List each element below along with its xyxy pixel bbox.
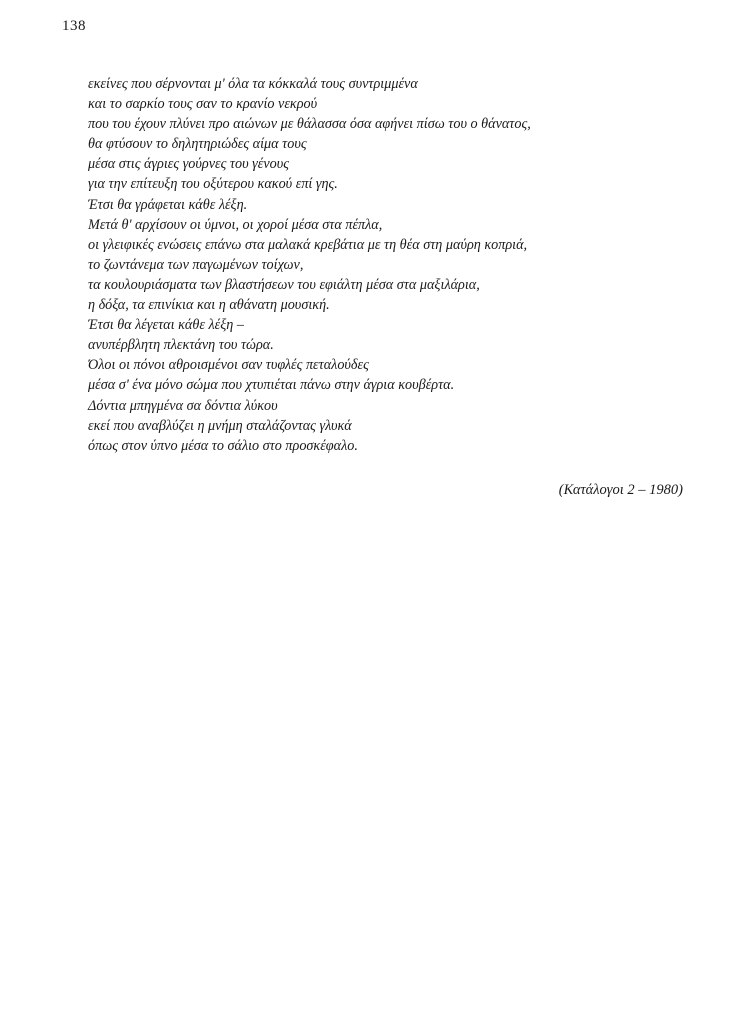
poem-line: ανυπέρβλητη πλεκτάνη του τώρα. — [88, 337, 274, 354]
poem-line: μέσα στις άγριες γούρνες του γένους — [88, 156, 289, 173]
poem-line: θα φτύσουν το δηλητηριώδες αίμα τους — [88, 136, 307, 153]
poem-line: οι γλειφικές ενώσεις επάνω στα μαλακά κρεβάτια με τη θέα στη μαύρη κοπριά, — [88, 236, 528, 253]
poem-line: τα κουλουριάσματα των βλαστήσεων του εφιάλτη μέσα στα μαξιλάρια, — [88, 276, 480, 293]
poem-line: εκεί που αναβλύζει η μνήμη σταλάζοντας γλυκά — [88, 417, 352, 434]
poem-line: Μετά θ' αρχίσουν οι ύμνοι, οι χοροί μέσα στα πέπλα, — [88, 216, 383, 233]
page-number: 138 — [62, 18, 86, 34]
poem-line: και το σαρκίο τους σαν το κρανίο νεκρού — [88, 96, 318, 113]
poem-line: μέσα σ' ένα μόνο σώμα που χτυπιέται πάνω στην άγρια κουβέρτα. — [88, 377, 455, 394]
poem-line: το ζωντάνεμα των παγωμένων τοίχων, — [88, 256, 304, 273]
poem-line: όπως στον ύπνο μέσα το σάλιο στο προσκέφαλο. — [88, 437, 358, 454]
poem-line: Έτσι θα λέγεται κάθε λέξη – — [88, 317, 244, 334]
poem-line: για την επίτευξη του οξύτερου κακού επί γης. — [88, 176, 338, 193]
poem-line: εκείνες που σέρνονται μ' όλα τα κόκκαλά τους συντριμμένα — [88, 76, 418, 92]
poem-source-citation: (Κατάλογοι 2 – 1980) — [558, 482, 683, 498]
poem-line: η δόξα, τα επινίκια και η αθάνατη μουσική. — [88, 297, 330, 314]
poem-line: Δόντια μπηγμένα σα δόντια λύκου — [88, 397, 278, 414]
poem-text — [88, 74, 708, 456]
poem-line: Έτσι θα γράφεται κάθε λέξη. — [88, 196, 248, 213]
poem-line: Όλοι οι πόνοι αθροισμένοι σαν τυφλές πεταλούδες — [88, 357, 369, 374]
poem-line: που του έχουν πλύνει προ αιώνων με θάλασσα όσα αφήνει πίσω του ο θάνατος, — [88, 116, 531, 133]
